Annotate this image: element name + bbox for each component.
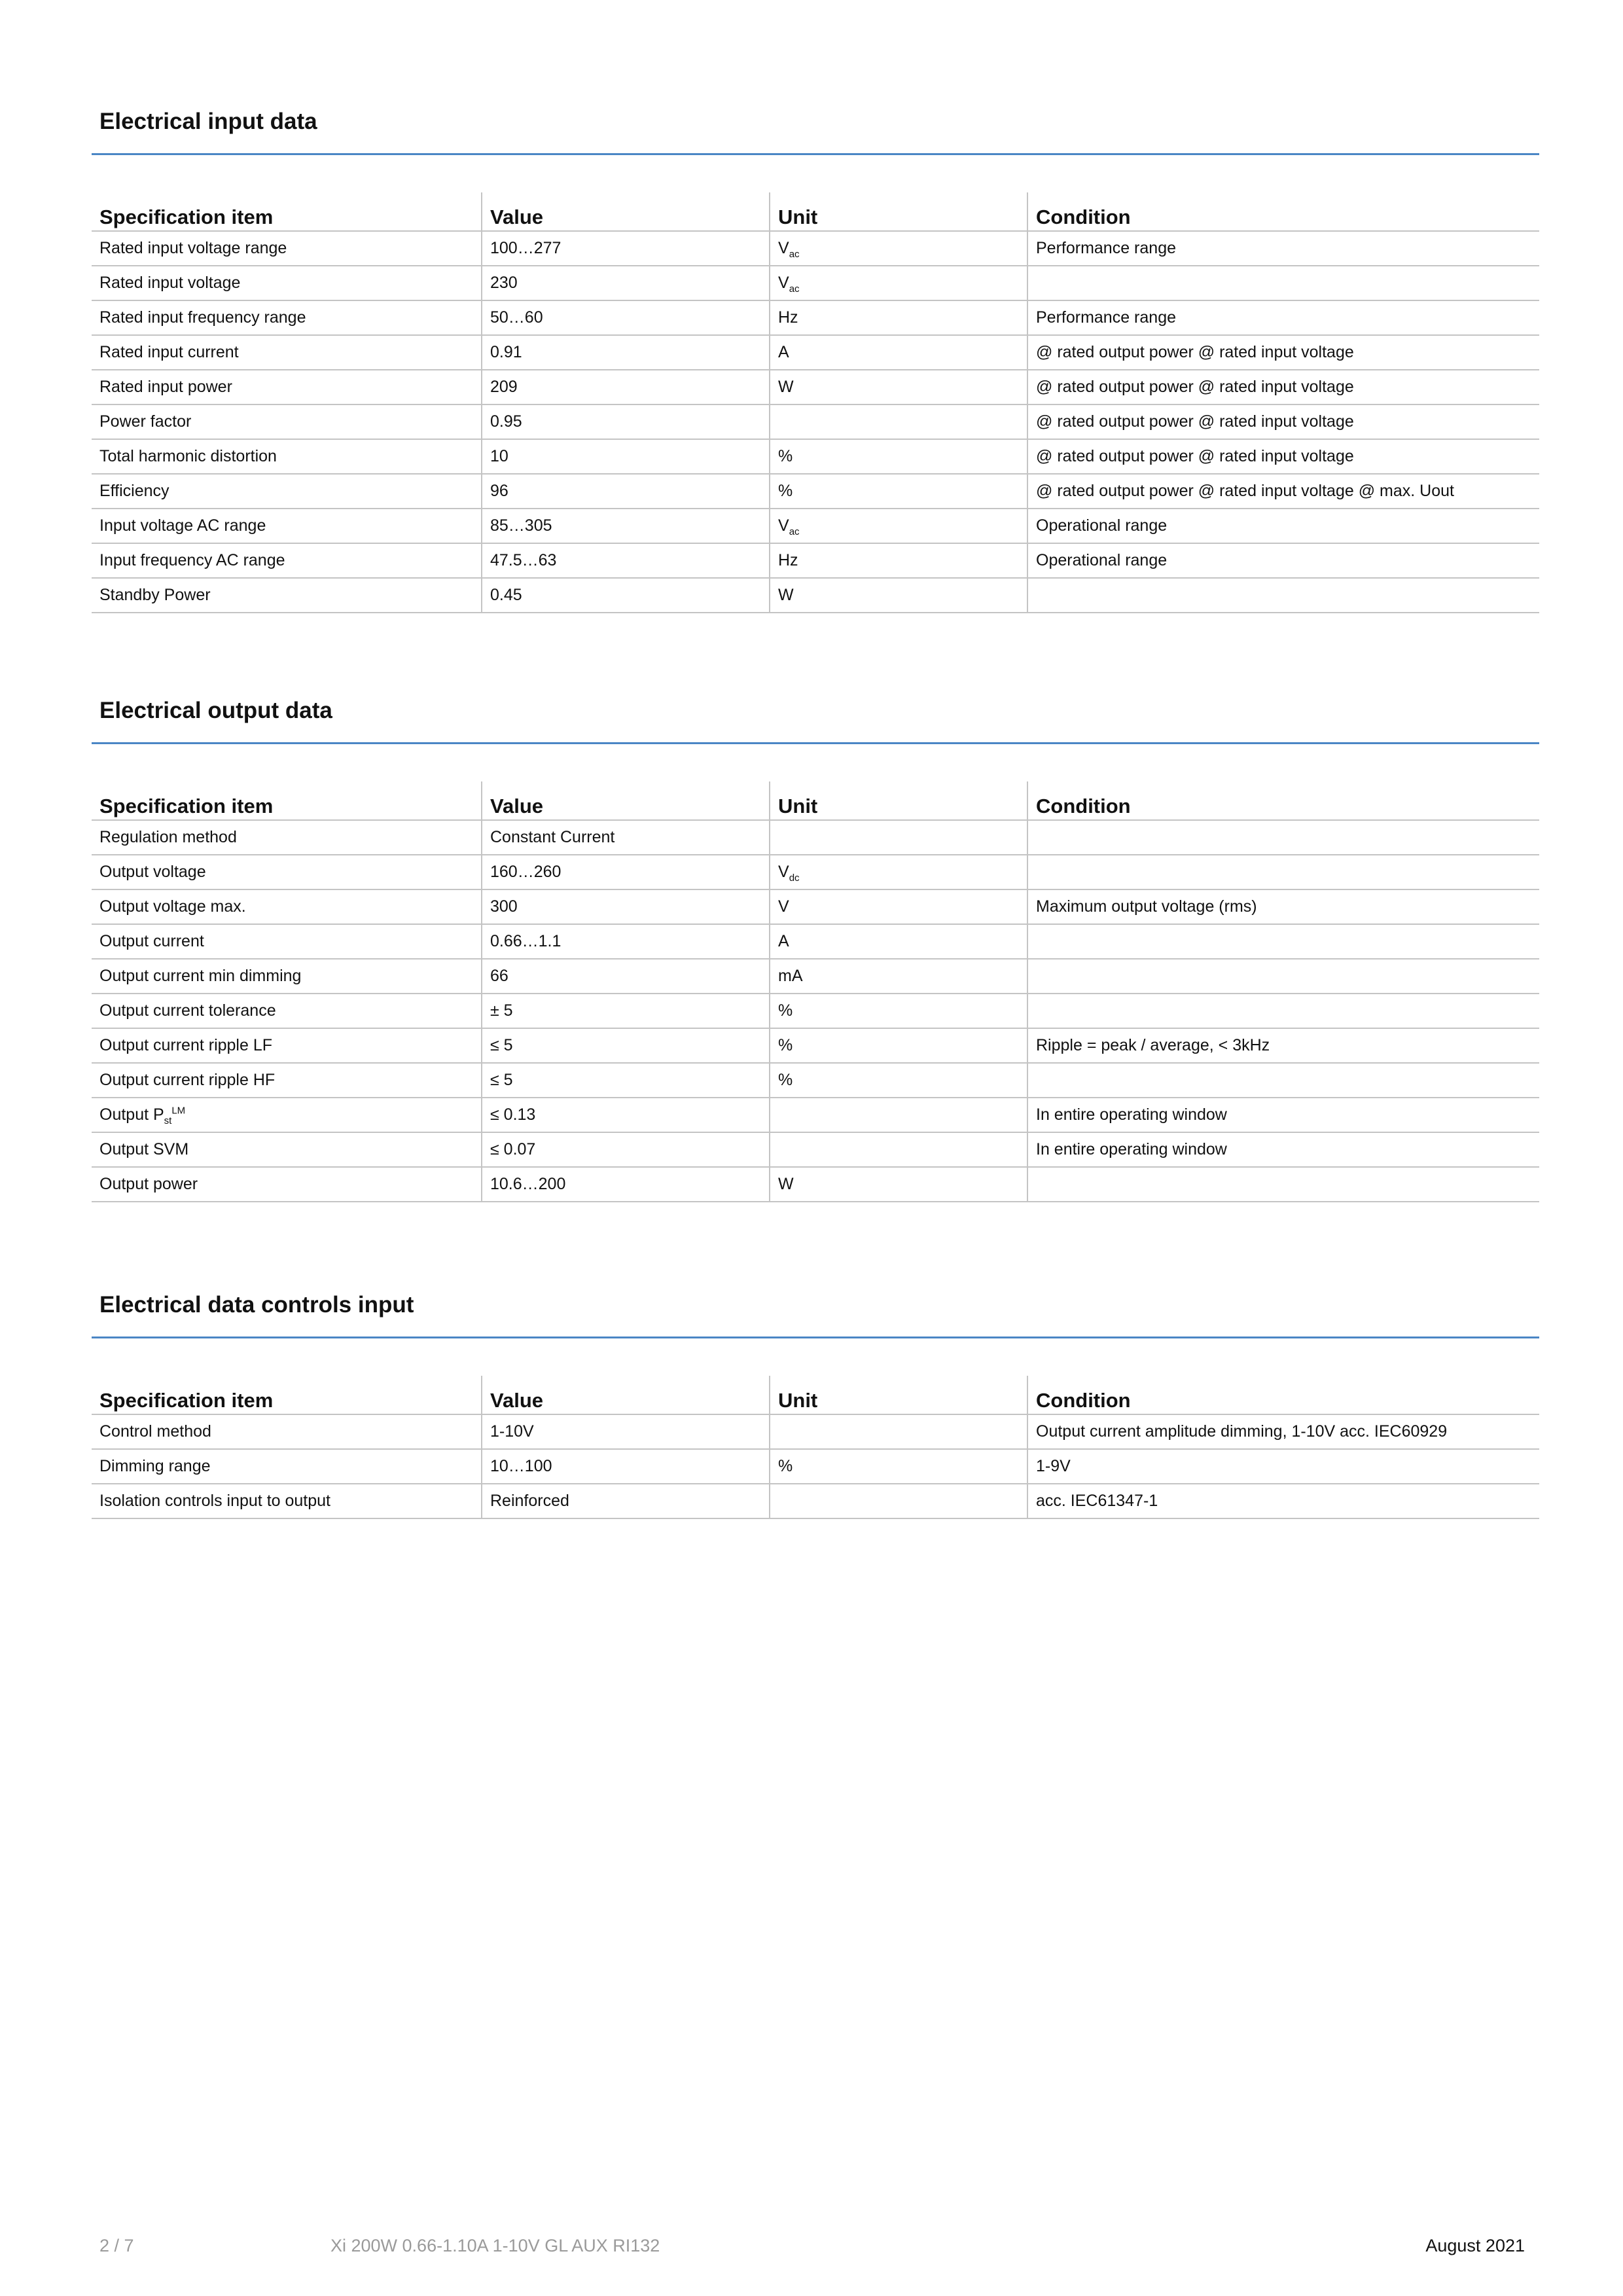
cell-unit <box>770 335 1027 370</box>
section-divider <box>92 153 1539 155</box>
unit-text: % <box>778 1457 793 1475</box>
cell-value: 10…100 <box>482 1449 770 1484</box>
unit-text: A <box>778 932 789 950</box>
cell-value: ≤ 0.13 <box>482 1098 770 1132</box>
cell-unit <box>770 509 1027 543</box>
spec-item-superscript: LM <box>171 1105 186 1117</box>
cell-spec-item <box>92 855 482 889</box>
footer-page-number: 2 / 7 <box>99 2236 134 2255</box>
table-row <box>92 1484 1539 1518</box>
table-header-row <box>92 1376 1539 1414</box>
cell-condition <box>1027 855 1539 889</box>
cell-condition: @ rated output power @ rated input voltage <box>1027 404 1539 439</box>
unit-text: % <box>778 447 793 465</box>
spec-item-text: Rated input voltage <box>99 274 241 292</box>
cell-unit <box>770 404 1027 439</box>
table-row <box>92 889 1539 924</box>
cell-spec-item <box>92 959 482 994</box>
header-unit: Unit <box>770 1376 1027 1414</box>
header-spec-item: Specification item <box>92 781 482 820</box>
table-row <box>92 994 1539 1028</box>
table-row <box>92 266 1539 300</box>
cell-condition: @ rated output power @ rated input voltage <box>1027 439 1539 474</box>
unit-text: % <box>778 1036 793 1054</box>
spec-item-text: Output current <box>99 932 204 950</box>
cell-value: 0.95 <box>482 404 770 439</box>
table-row <box>92 1414 1539 1449</box>
unit-text: Hz <box>778 308 798 327</box>
spec-item-text: Rated input frequency range <box>99 308 306 327</box>
section-title: Electrical input data <box>99 109 317 134</box>
cell-condition: Ripple = peak / average, < 3kHz <box>1027 1028 1539 1063</box>
table-row <box>92 1028 1539 1063</box>
unit-text: V <box>778 516 789 535</box>
spec-item-text: Isolation controls input to output <box>99 1492 331 1510</box>
cell-condition: @ rated output power @ rated input voltage <box>1027 335 1539 370</box>
header-value: Value <box>482 781 770 820</box>
cell-spec-item <box>92 924 482 959</box>
spec-item-text: Input frequency AC range <box>99 551 285 569</box>
header-value: Value <box>482 192 770 231</box>
table-row <box>92 543 1539 578</box>
cell-spec-item <box>92 300 482 335</box>
spec-item-text: Regulation method <box>99 828 237 846</box>
cell-value: 10.6…200 <box>482 1167 770 1202</box>
cell-spec-item <box>92 439 482 474</box>
cell-value: ≤ 0.07 <box>482 1132 770 1167</box>
unit-text: V <box>778 897 789 916</box>
spec-table-input <box>92 192 1539 613</box>
table-row <box>92 1063 1539 1098</box>
unit-subscript: ac <box>789 249 800 260</box>
cell-value: 50…60 <box>482 300 770 335</box>
header-condition: Condition <box>1027 781 1539 820</box>
cell-condition <box>1027 959 1539 994</box>
cell-spec-item <box>92 231 482 266</box>
spec-item-text: Output current ripple LF <box>99 1036 273 1054</box>
cell-value: 0.91 <box>482 335 770 370</box>
header-unit: Unit <box>770 192 1027 231</box>
cell-unit <box>770 439 1027 474</box>
cell-value: 100…277 <box>482 231 770 266</box>
cell-condition <box>1027 820 1539 855</box>
cell-spec-item <box>92 1167 482 1202</box>
table-row <box>92 1449 1539 1484</box>
unit-text: W <box>778 586 794 604</box>
spec-table-output <box>92 781 1539 1202</box>
table-row <box>92 404 1539 439</box>
unit-text: % <box>778 482 793 500</box>
cell-unit <box>770 994 1027 1028</box>
cell-spec-item <box>92 1132 482 1167</box>
table-row <box>92 474 1539 509</box>
spec-item-text: Output SVM <box>99 1140 189 1158</box>
header-spec-item: Specification item <box>92 1376 482 1414</box>
cell-spec-item <box>92 266 482 300</box>
cell-condition <box>1027 994 1539 1028</box>
table-row <box>92 1098 1539 1132</box>
cell-value: ± 5 <box>482 994 770 1028</box>
cell-unit <box>770 1063 1027 1098</box>
unit-text: mA <box>778 967 803 985</box>
section-divider <box>92 742 1539 744</box>
spec-item-text: Output P <box>99 1105 164 1124</box>
unit-subscript: ac <box>789 526 800 537</box>
cell-spec-item <box>92 1098 482 1132</box>
spec-table-controls <box>92 1376 1539 1519</box>
spec-item-text: Output current ripple HF <box>99 1071 276 1089</box>
table-row <box>92 959 1539 994</box>
table-row <box>92 335 1539 370</box>
cell-condition: Performance range <box>1027 231 1539 266</box>
spec-item-text: Output current min dimming <box>99 967 302 985</box>
cell-condition: Output current amplitude dimming, 1-10V acc. IEC60929 <box>1027 1414 1539 1449</box>
cell-spec-item <box>92 994 482 1028</box>
cell-unit <box>770 924 1027 959</box>
section-title: Electrical output data <box>99 698 332 723</box>
cell-spec-item <box>92 578 482 613</box>
spec-item-text: Output current tolerance <box>99 1001 276 1020</box>
spec-item-text: Efficiency <box>99 482 169 500</box>
cell-unit <box>770 889 1027 924</box>
cell-condition: In entire operating window <box>1027 1132 1539 1167</box>
cell-value: 230 <box>482 266 770 300</box>
table-row <box>92 509 1539 543</box>
cell-condition <box>1027 578 1539 613</box>
header-spec-item: Specification item <box>92 192 482 231</box>
cell-value: 85…305 <box>482 509 770 543</box>
cell-unit <box>770 1449 1027 1484</box>
spec-item-text: Input voltage AC range <box>99 516 266 535</box>
footer-date: August 2021 <box>1425 2236 1525 2255</box>
cell-unit <box>770 1132 1027 1167</box>
cell-unit <box>770 266 1027 300</box>
cell-unit <box>770 1167 1027 1202</box>
cell-value: 209 <box>482 370 770 404</box>
unit-text: Hz <box>778 551 798 569</box>
cell-value: ≤ 5 <box>482 1028 770 1063</box>
spec-item-text: Rated input voltage range <box>99 239 287 257</box>
table-row <box>92 578 1539 613</box>
cell-value: Reinforced <box>482 1484 770 1518</box>
unit-text: V <box>778 863 789 881</box>
header-unit: Unit <box>770 781 1027 820</box>
spec-item-text: Dimming range <box>99 1457 211 1475</box>
cell-value: 0.45 <box>482 578 770 613</box>
cell-condition: Maximum output voltage (rms) <box>1027 889 1539 924</box>
table-header-row <box>92 781 1539 820</box>
table-row <box>92 231 1539 266</box>
cell-unit <box>770 578 1027 613</box>
cell-value: 47.5…63 <box>482 543 770 578</box>
cell-spec-item <box>92 474 482 509</box>
cell-value: 0.66…1.1 <box>482 924 770 959</box>
cell-condition: Operational range <box>1027 509 1539 543</box>
cell-condition: @ rated output power @ rated input voltage <box>1027 370 1539 404</box>
cell-condition: Operational range <box>1027 543 1539 578</box>
spec-item-subscript: st <box>164 1115 172 1126</box>
header-condition: Condition <box>1027 192 1539 231</box>
cell-spec-item <box>92 1028 482 1063</box>
cell-value: ≤ 5 <box>482 1063 770 1098</box>
cell-unit <box>770 1484 1027 1518</box>
cell-condition: Performance range <box>1027 300 1539 335</box>
cell-unit <box>770 855 1027 889</box>
unit-text: V <box>778 274 789 292</box>
cell-unit <box>770 300 1027 335</box>
spec-item-text: Total harmonic distortion <box>99 447 277 465</box>
table-row <box>92 300 1539 335</box>
unit-text: W <box>778 1175 794 1193</box>
cell-value: 66 <box>482 959 770 994</box>
unit-text: W <box>778 378 794 396</box>
cell-condition <box>1027 1167 1539 1202</box>
cell-spec-item <box>92 1449 482 1484</box>
cell-value: 300 <box>482 889 770 924</box>
cell-condition <box>1027 266 1539 300</box>
unit-subscript: ac <box>789 283 800 295</box>
spec-item-text: Output voltage <box>99 863 206 881</box>
cell-value: Constant Current <box>482 820 770 855</box>
cell-spec-item <box>92 543 482 578</box>
cell-unit <box>770 370 1027 404</box>
table-row <box>92 820 1539 855</box>
cell-condition: @ rated output power @ rated input voltage @ max. Uout <box>1027 474 1539 509</box>
table-row <box>92 439 1539 474</box>
header-value: Value <box>482 1376 770 1414</box>
cell-unit <box>770 1028 1027 1063</box>
table-row <box>92 924 1539 959</box>
table-row <box>92 1167 1539 1202</box>
cell-condition: In entire operating window <box>1027 1098 1539 1132</box>
cell-spec-item <box>92 335 482 370</box>
spec-item-text: Control method <box>99 1422 211 1441</box>
header-condition: Condition <box>1027 1376 1539 1414</box>
cell-spec-item <box>92 370 482 404</box>
table-row <box>92 1132 1539 1167</box>
spec-item-text: Power factor <box>99 412 192 431</box>
cell-unit <box>770 820 1027 855</box>
cell-spec-item <box>92 820 482 855</box>
section-title: Electrical data controls input <box>99 1292 414 1318</box>
cell-condition <box>1027 1063 1539 1098</box>
cell-spec-item <box>92 1414 482 1449</box>
footer-product-name: Xi 200W 0.66-1.10A 1-10V GL AUX RI132 <box>330 2236 660 2255</box>
cell-unit <box>770 1098 1027 1132</box>
cell-value: 160…260 <box>482 855 770 889</box>
spec-item-text: Output power <box>99 1175 198 1193</box>
section-divider <box>92 1336 1539 1338</box>
cell-condition: 1-9V <box>1027 1449 1539 1484</box>
spec-item-text: Rated input current <box>99 343 239 361</box>
table-row <box>92 855 1539 889</box>
cell-value: 10 <box>482 439 770 474</box>
cell-spec-item <box>92 889 482 924</box>
spec-item-text: Output voltage max. <box>99 897 246 916</box>
cell-condition: acc. IEC61347-1 <box>1027 1484 1539 1518</box>
cell-spec-item <box>92 509 482 543</box>
cell-unit <box>770 231 1027 266</box>
cell-spec-item <box>92 1484 482 1518</box>
unit-text: % <box>778 1001 793 1020</box>
cell-unit <box>770 474 1027 509</box>
table-header-row <box>92 192 1539 231</box>
cell-condition <box>1027 924 1539 959</box>
unit-text: A <box>778 343 789 361</box>
spec-item-text: Standby Power <box>99 586 211 604</box>
unit-text: V <box>778 239 789 257</box>
cell-value: 1-10V <box>482 1414 770 1449</box>
unit-subscript: dc <box>789 872 800 884</box>
spec-item-text: Rated input power <box>99 378 232 396</box>
table-row <box>92 370 1539 404</box>
cell-unit <box>770 959 1027 994</box>
cell-value: 96 <box>482 474 770 509</box>
cell-unit <box>770 1414 1027 1449</box>
unit-text: % <box>778 1071 793 1089</box>
cell-unit <box>770 543 1027 578</box>
cell-spec-item <box>92 404 482 439</box>
cell-spec-item <box>92 1063 482 1098</box>
